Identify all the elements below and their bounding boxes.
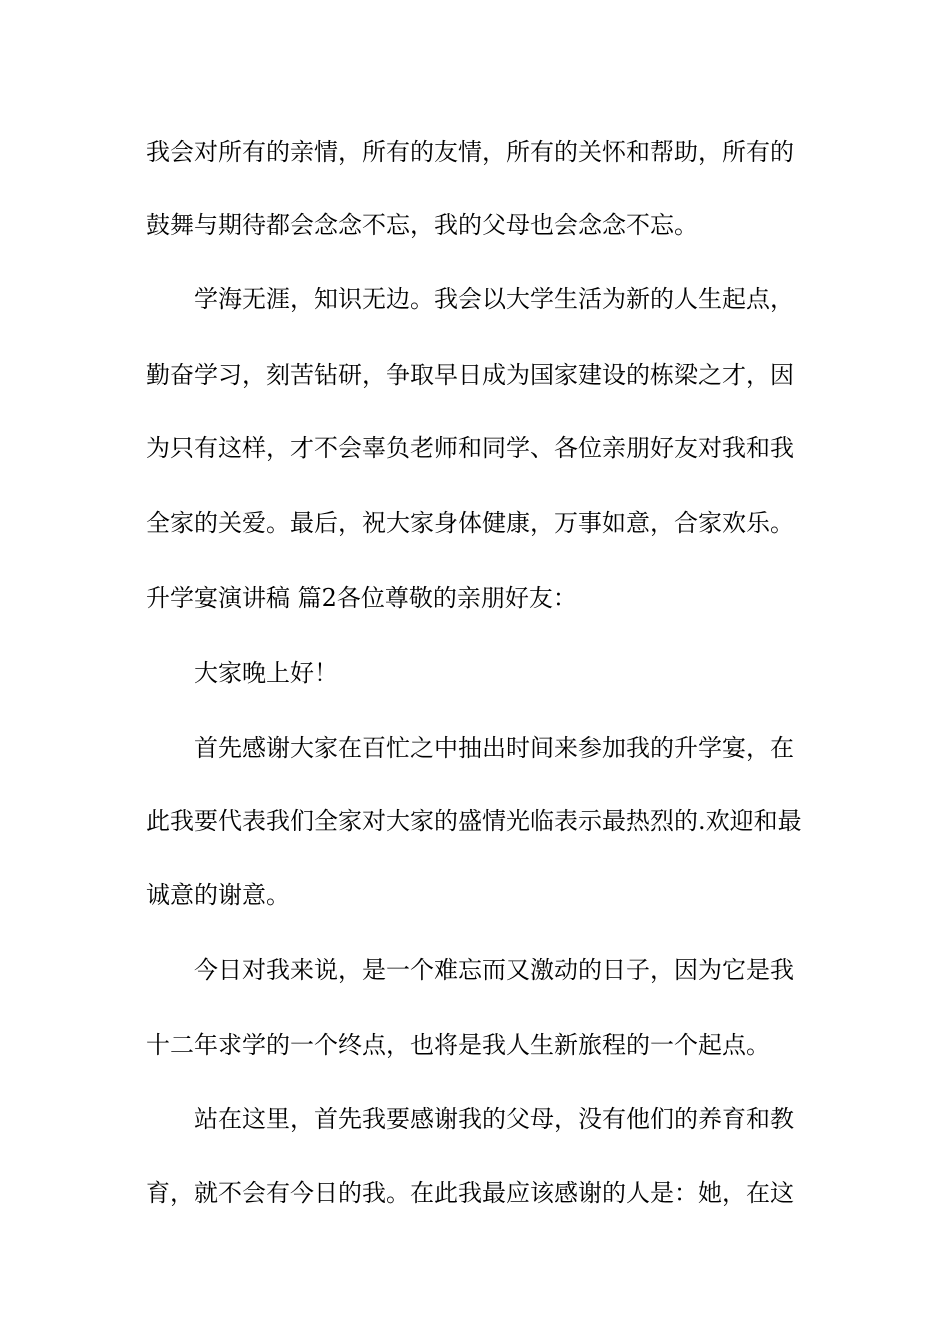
text-line-9: 首先感谢大家在百忙之中抽出时间来参加我的升学宴，在	[194, 734, 794, 762]
text-line-13: 十二年求学的一个终点，也将是我人生新旅程的一个起点。	[146, 1031, 770, 1059]
text-line-11: 诚意的谢意。	[146, 881, 290, 909]
text-line-10: 此我要代表我们全家对大家的盛情光临表示最热烈的.欢迎和最	[146, 807, 802, 835]
text-line-2: 鼓舞与期待都会念念不忘，我的父母也会念念不忘。	[146, 211, 698, 239]
text-line-1: 我会对所有的亲情，所有的友情，所有的关怀和帮助，所有的	[146, 138, 794, 166]
text-line-4: 勤奋学习，刻苦钻研，争取早日成为国家建设的栋梁之才，因	[146, 361, 794, 389]
greeting-line: 大家晚上好！	[194, 659, 338, 687]
section-heading: 升学宴演讲稿 篇2各位尊敬的亲朋好友：	[146, 584, 577, 612]
text-line-6: 全家的关爱。最后，祝大家身体健康，万事如意，合家欢乐。	[146, 509, 794, 537]
text-line-3: 学海无涯，知识无边。我会以大学生活为新的人生起点，	[194, 285, 794, 313]
text-line-14: 站在这里，首先我要感谢我的父母，没有他们的养育和教	[194, 1105, 794, 1133]
text-line-15: 育，就不会有今日的我。在此我最应该感谢的人是：她，在这	[146, 1179, 794, 1207]
text-line-12: 今日对我来说，是一个难忘而又激动的日子，因为它是我	[194, 956, 794, 984]
text-line-5: 为只有这样，才不会辜负老师和同学、各位亲朋好友对我和我	[146, 434, 794, 462]
